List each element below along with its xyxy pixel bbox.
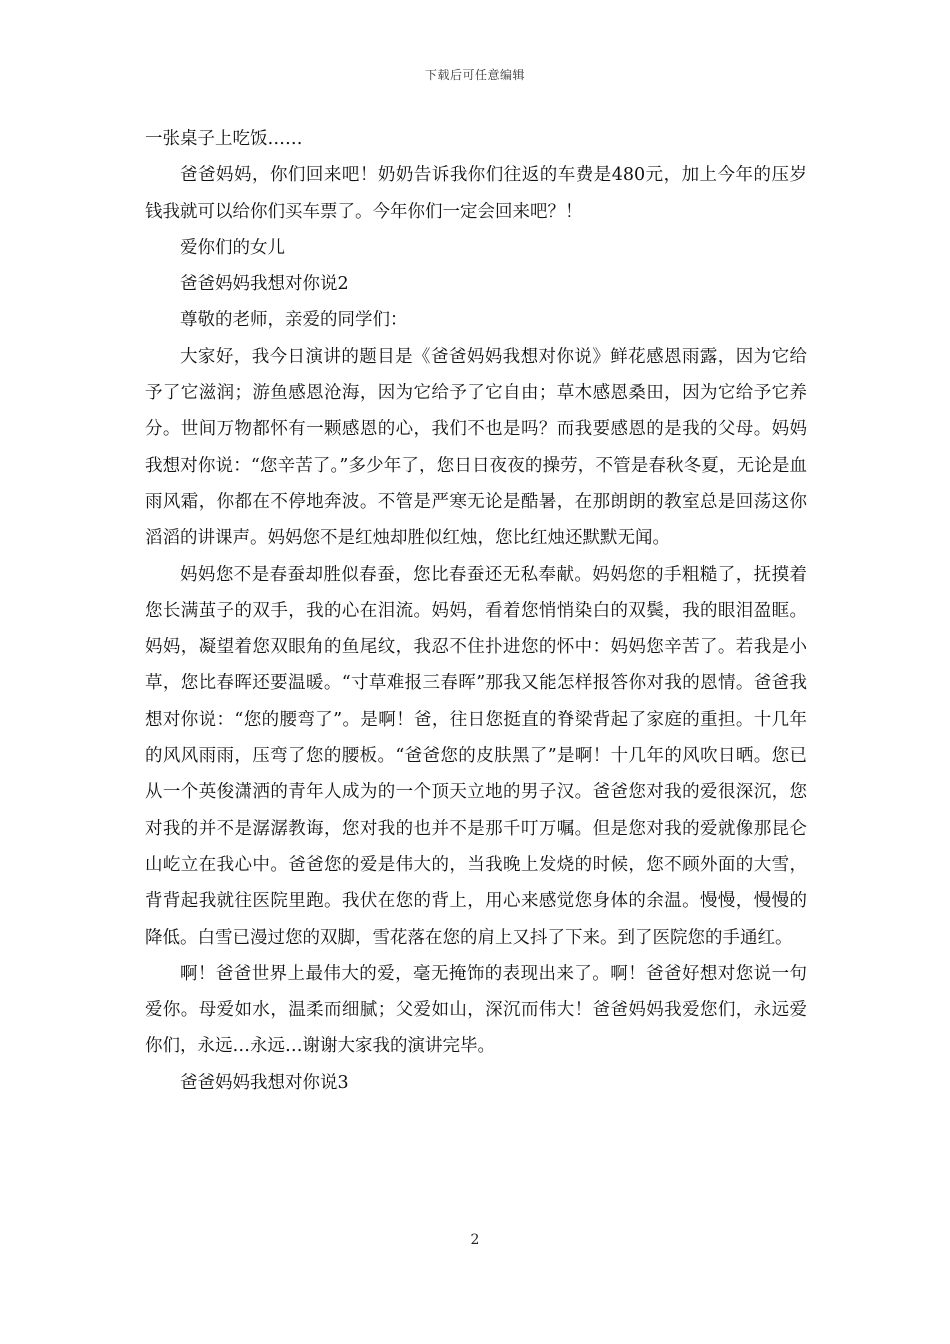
signature-line: 爱你们的女儿 (180, 237, 285, 258)
paragraph: 一张桌子上吃饭…… (145, 129, 303, 149)
page-header-note: 下载后可任意编辑 (424, 68, 525, 82)
document-body (145, 121, 807, 1101)
paragraph: 啊！爸爸世界上最伟大的爱，毫无掩饰的表现出来了。啊！爸爸好想对您说一句爱你。母爱如水，温柔而细腻；父爱如山，深沉而伟大！爸爸妈妈我爱您们，永远爱你们，永远…永远…谢谢大家我的演讲完毕。 (145, 963, 807, 1057)
section-title: 爸爸妈妈我想对你说2 (180, 274, 349, 295)
paragraph: 爸爸妈妈，你们回来吧！奶奶告诉我你们往返的车费是480元，加上今年的压岁钱我就可以给你们买车票了。今年你们一定会回来吧？！ (145, 165, 807, 222)
section-title: 爸爸妈妈我想对你说3 (180, 1072, 349, 1093)
paragraph: 大家好，我今日演讲的题目是《爸爸妈妈我想对你说》鲜花感恩雨露，因为它给予了它滋润；游鱼感恩沧海，因为它给予了它自由；草木感恩桑田，因为它给予它养分。世间万物都怀有一颗感恩的心，我们不也是吗？而我要感恩的是我的父母。妈妈我想对你说：“您辛苦了。”多少年了，您日日夜夜的操劳，不管是春秋冬夏，无论是血雨风霜，你都在不停地奔波。不管是严寒无论是酷暑，在那朗朗的教室总是回荡这你滔滔的讲课声。妈妈您不是红烛却胜似红烛，您比红烛还默默无闻。 (145, 346, 807, 549)
paragraph: 妈妈您不是春蚕却胜似春蚕，您比春蚕还无私奉献。妈妈您的手粗糙了，抚摸着您长满茧子的双手，我的心在泪流。妈妈，看着您悄悄染白的双鬓，我的眼泪盈眶。妈妈，凝望着您双眼角的鱼尾纹，我忍不住扑进您的怀中：妈妈您辛苦了。若我是小草，您比春晖还要温暖。“寸草难报三春晖”那我又能怎样报答你对我的恩情。爸爸我想对你说：“您的腰弯了”。是啊！爸，往日您挺直的脊梁背起了家庭的重担。十几年的风风雨雨，压弯了您的腰板。“爸爸您的皮肤黑了”是啊！十几年的风吹日晒。您已从一个英俊潇洒的青年人成为的一个顶天立地的男子汉。爸爸您对我的爱很深沉，您对我的并不是潺潺教诲，您对我的也并不是那千叮万嘱。但是您对我的爱就像那昆仑山屹立在我心中。爸爸您的爱是伟大的，当我晚上发烧的时候，您不顾外面的大雪，背背起我就往医院里跑。我伏在您的背上，用心来感觉您身体的余温。慢慢，慢慢的降低。白雪已漫过您的双脚，雪花落在您的肩上又抖了下来。到了医院您的手通红。 (145, 564, 807, 948)
page-number: 2 (470, 1232, 480, 1248)
salutation: 尊敬的老师，亲爱的同学们： (180, 310, 408, 331)
